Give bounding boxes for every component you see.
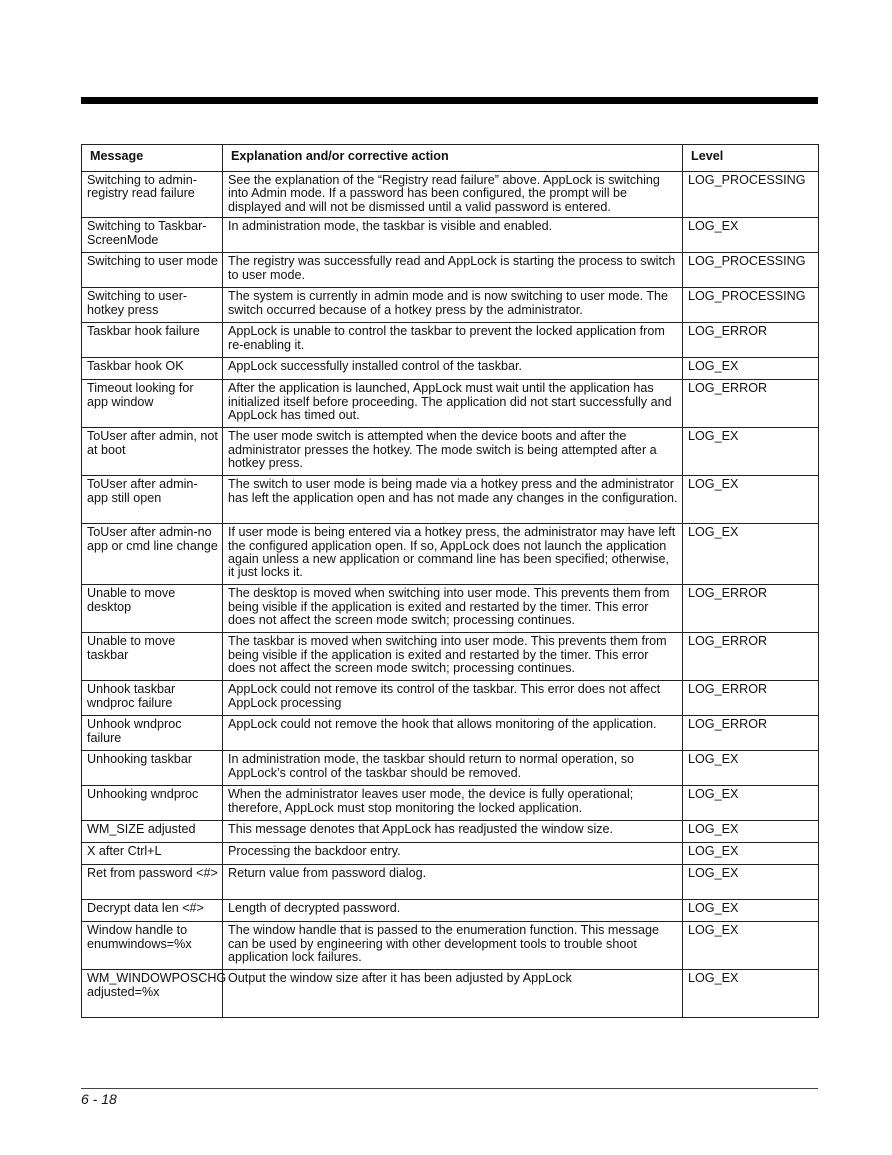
level-cell: LOG_EX xyxy=(683,900,819,922)
level-cell: LOG_EX xyxy=(683,358,819,380)
table-row xyxy=(82,716,819,751)
level-cell: LOG_ERROR xyxy=(683,585,819,633)
explanation-cell: The user mode switch is attempted when the device boots and after the administrator presses the hotkey. The mode switch is being attempted after a hotkey press. xyxy=(223,428,683,476)
table-row xyxy=(82,253,819,288)
level-cell: LOG_EX xyxy=(683,865,819,900)
level-cell: LOG_EX xyxy=(683,922,819,970)
message-cell: Switching to Taskbar-ScreenMode xyxy=(82,218,223,253)
table-row xyxy=(82,821,819,843)
explanation-cell: See the explanation of the “Registry read failure” above. AppLock is switching into Admin mode. If a password has been configured, the prompt will be displayed and will not be dismissed until a valid password is entered. xyxy=(223,172,683,218)
table-row xyxy=(82,358,819,380)
explanation-cell: Output the window size after it has been adjusted by AppLock xyxy=(223,970,683,1018)
footer-rule xyxy=(81,1088,818,1089)
table-row xyxy=(82,865,819,900)
table-row xyxy=(82,323,819,358)
column-header-level: Level xyxy=(683,145,819,172)
level-cell: LOG_PROCESSING xyxy=(683,288,819,323)
message-cell: Decrypt data len <#> xyxy=(82,900,223,922)
message-cell: Unable to move taskbar xyxy=(82,633,223,681)
explanation-cell: AppLock could not remove its control of the taskbar. This error does not affect AppLock processing xyxy=(223,681,683,716)
table-row xyxy=(82,922,819,970)
table-row xyxy=(82,172,819,218)
explanation-cell: The registry was successfully read and AppLock is starting the process to switch to user mode. xyxy=(223,253,683,288)
message-cell: Taskbar hook failure xyxy=(82,323,223,358)
level-cell: LOG_ERROR xyxy=(683,323,819,358)
level-cell: LOG_PROCESSING xyxy=(683,172,819,218)
table-row xyxy=(82,218,819,253)
explanation-cell: Length of decrypted password. xyxy=(223,900,683,922)
explanation-cell: After the application is launched, AppLock must wait until the application has initialized itself before proceeding. The application did not start successfully and AppLock has timed out. xyxy=(223,380,683,428)
level-cell: LOG_PROCESSING xyxy=(683,253,819,288)
table-row xyxy=(82,633,819,681)
message-cell: WM_SIZE adjusted xyxy=(82,821,223,843)
table-row xyxy=(82,524,819,585)
explanation-cell: In administration mode, the taskbar should return to normal operation, so AppLock’s control of the taskbar should be removed. xyxy=(223,751,683,786)
column-header-message: Message xyxy=(82,145,223,172)
table-row xyxy=(82,585,819,633)
message-cell: X after Ctrl+L xyxy=(82,843,223,865)
message-cell: Switching to user mode xyxy=(82,253,223,288)
message-cell: Unhook wndproc failure xyxy=(82,716,223,751)
message-cell: Switching to user-hotkey press xyxy=(82,288,223,323)
explanation-cell: The window handle that is passed to the enumeration function. This message can be used by engineering with other development tools to trouble shoot application lock failures. xyxy=(223,922,683,970)
message-cell: ToUser after admin-no app or cmd line change xyxy=(82,524,223,585)
table-row xyxy=(82,428,819,476)
message-cell: ToUser after admin-app still open xyxy=(82,476,223,524)
table-row xyxy=(82,681,819,716)
table-header-row xyxy=(82,145,819,172)
table-row xyxy=(82,970,819,1018)
level-cell: LOG_EX xyxy=(683,476,819,524)
message-cell: Window handle to enumwindows=%x xyxy=(82,922,223,970)
explanation-cell: AppLock successfully installed control of the taskbar. xyxy=(223,358,683,380)
table-row xyxy=(82,900,819,922)
level-cell: LOG_EX xyxy=(683,843,819,865)
table-row xyxy=(82,476,819,524)
explanation-cell: In administration mode, the taskbar is visible and enabled. xyxy=(223,218,683,253)
table-body xyxy=(82,172,819,1018)
level-cell: LOG_EX xyxy=(683,524,819,585)
level-cell: LOG_EX xyxy=(683,786,819,821)
table-row xyxy=(82,380,819,428)
message-cell: Unable to move desktop xyxy=(82,585,223,633)
table-row xyxy=(82,751,819,786)
explanation-cell: Processing the backdoor entry. xyxy=(223,843,683,865)
message-cell: Switching to admin-registry read failure xyxy=(82,172,223,218)
table-row xyxy=(82,843,819,865)
page-number: 6 - 18 xyxy=(81,1091,117,1107)
level-cell: LOG_EX xyxy=(683,428,819,476)
message-cell: Ret from password <#> xyxy=(82,865,223,900)
table-row xyxy=(82,288,819,323)
message-cell: WM_WINDOWPOSCHG adjusted=%x xyxy=(82,970,223,1018)
message-cell: Unhooking taskbar xyxy=(82,751,223,786)
header-rule xyxy=(81,97,818,104)
level-cell: LOG_ERROR xyxy=(683,716,819,751)
level-cell: LOG_EX xyxy=(683,751,819,786)
message-cell: ToUser after admin, not at boot xyxy=(82,428,223,476)
explanation-cell: If user mode is being entered via a hotkey press, the administrator may have left the configured application open. If so, AppLock does not launch the application again unless a new application or command line has been specified; otherwise, it just locks it. xyxy=(223,524,683,585)
level-cell: LOG_ERROR xyxy=(683,681,819,716)
explanation-cell: The switch to user mode is being made via a hotkey press and the administrator has left the application open and has not made any changes in the configuration. xyxy=(223,476,683,524)
column-header-explanation: Explanation and/or corrective action xyxy=(223,145,683,172)
explanation-cell: The taskbar is moved when switching into user mode. This prevents them from being visible if the application is exited and restarted by the timer. This error does not affect the screen mode switch; processing continues. xyxy=(223,633,683,681)
level-cell: LOG_EX xyxy=(683,970,819,1018)
explanation-cell: AppLock could not remove the hook that allows monitoring of the application. xyxy=(223,716,683,751)
explanation-cell: Return value from password dialog. xyxy=(223,865,683,900)
table-row xyxy=(82,786,819,821)
explanation-cell: The desktop is moved when switching into user mode. This prevents them from being visible if the application is exited and restarted by the timer. This error does not affect the screen mode switch; processing continues. xyxy=(223,585,683,633)
explanation-cell: The system is currently in admin mode and is now switching to user mode. The switch occurred because of a hotkey press by the administrator. xyxy=(223,288,683,323)
explanation-cell: When the administrator leaves user mode, the device is fully operational; therefore, AppLock must stop monitoring the locked application. xyxy=(223,786,683,821)
explanation-cell: AppLock is unable to control the taskbar to prevent the locked application from re-enabling it. xyxy=(223,323,683,358)
message-cell: Unhook taskbar wndproc failure xyxy=(82,681,223,716)
message-cell: Taskbar hook OK xyxy=(82,358,223,380)
message-cell: Unhooking wndproc xyxy=(82,786,223,821)
level-cell: LOG_EX xyxy=(683,218,819,253)
level-cell: LOG_ERROR xyxy=(683,633,819,681)
log-messages-table xyxy=(81,144,819,1018)
level-cell: LOG_EX xyxy=(683,821,819,843)
level-cell: LOG_ERROR xyxy=(683,380,819,428)
explanation-cell: This message denotes that AppLock has readjusted the window size. xyxy=(223,821,683,843)
message-cell: Timeout looking for app window xyxy=(82,380,223,428)
